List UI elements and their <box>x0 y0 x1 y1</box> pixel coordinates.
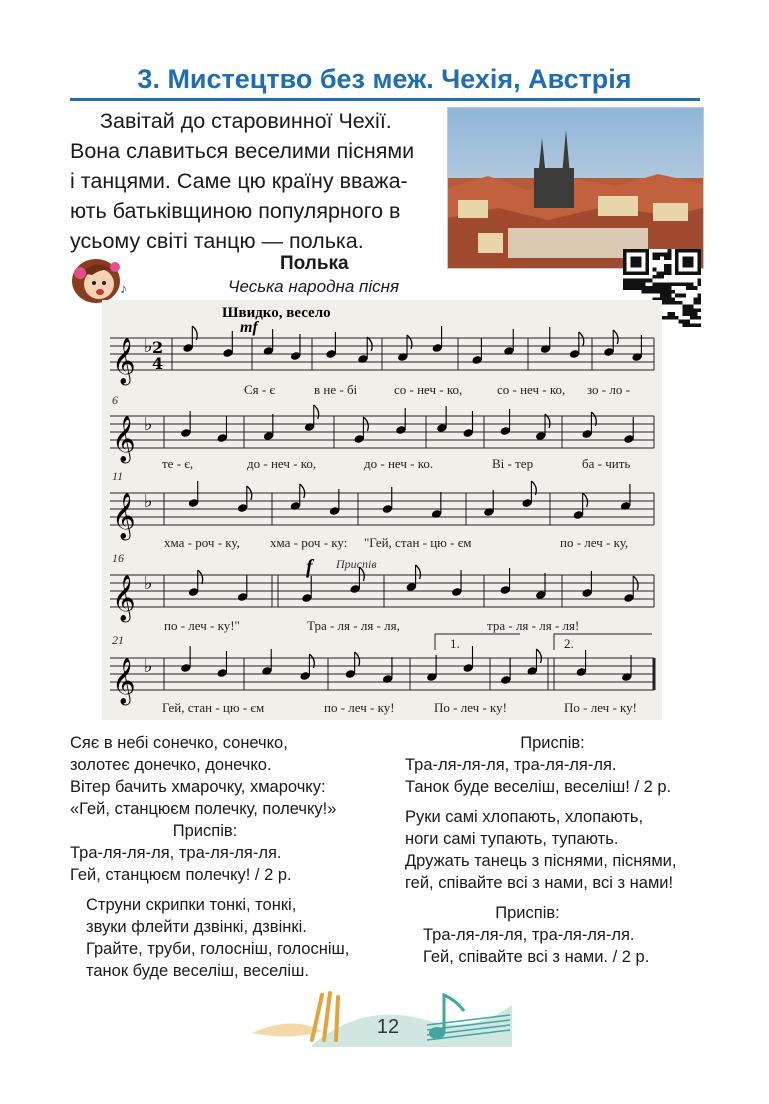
intro-line: і танцями. Саме цю країну вважа- <box>70 169 408 193</box>
svg-text:2: 2 <box>152 338 164 357</box>
verse-line: танок буде веселіш, веселіш. <box>86 962 309 980</box>
lyric-syllable: Тра - ля - ля - ля, <box>307 618 400 633</box>
lyric-syllable: те - є, <box>162 456 194 471</box>
song-subtitle: Чеська народна пісня <box>228 277 400 296</box>
intro-line: усьому світі танцю — полька. <box>70 229 364 253</box>
volta-1: 1. <box>450 636 460 651</box>
svg-text:♭: ♭ <box>144 491 153 512</box>
lyric-syllable: в не - бі <box>314 382 358 397</box>
verse-line: Тра-ля-ля-ля, тра-ля-ля-ля. <box>70 844 282 862</box>
lyric-syllable: до - неч - ко, <box>247 456 317 471</box>
verse-line: Сяє в небі сонечко, сонечко, <box>70 734 288 752</box>
lyric-syllable: по - леч - ку!" <box>164 618 240 633</box>
lyric-syllable: По - леч - ку! <box>434 700 507 715</box>
volta-brackets <box>435 634 652 651</box>
verse-line: Тра-ля-ля-ля, тра-ля-ля-ля. <box>405 756 617 774</box>
svg-text:𝄞: 𝄞 <box>112 575 136 621</box>
verse-line: ноги самі тупають, тупають. <box>405 830 619 848</box>
svg-text:𝄞: 𝄞 <box>112 416 136 462</box>
sheet-music <box>102 300 662 720</box>
intro-line: Завітай до старовинної Чехії. <box>100 109 392 133</box>
refrain-label: Приспів: <box>172 822 238 840</box>
verse-line: Танок буде веселіш, веселіш! / 2 р. <box>405 778 672 796</box>
verse-line: Вітер бачить хмарочку, хмарочку: <box>70 778 326 796</box>
intro-line: ють батьківщиною популярного в <box>70 199 401 223</box>
lyric-syllable: по - леч - ку, <box>560 535 629 550</box>
intro-paragraph <box>70 106 435 256</box>
bar-number: 6 <box>112 393 118 407</box>
lyric-syllable: "Гей, стан - цю - єм <box>364 535 472 550</box>
refrain-label: Приспів: <box>520 734 585 752</box>
refrain-mark: Приспів <box>336 557 377 571</box>
dynamic-mf: mf <box>240 319 258 336</box>
lyric-syllable: со - неч - ко, <box>497 382 566 397</box>
title-underline <box>70 98 700 101</box>
dynamic-f: f <box>306 556 313 578</box>
verse-left-column <box>70 732 390 982</box>
lyric-syllable: По - леч - ку! <box>564 700 637 715</box>
lyric-syllable: хма - роч - ку: <box>270 535 348 550</box>
bar-number: 21 <box>112 633 124 647</box>
verse-line: Гей, станцюєм полечку! / 2 р. <box>70 866 292 884</box>
lyric-syllable: со - неч - ко, <box>394 382 463 397</box>
lyric-syllable: тра - ля - ля - ля! <box>487 618 580 633</box>
song-title: Полька <box>280 253 349 274</box>
prague-photo <box>447 107 704 269</box>
verse-line: гей, співайте всі з нами, всі з нами! <box>405 874 674 892</box>
verse-line: звуки флейти дзвінкі, дзвінкі. <box>86 918 307 936</box>
svg-text:♭: ♭ <box>144 656 153 677</box>
verse-line: Грайте, труби, голосніш, голосніш, <box>86 940 350 958</box>
lyric-syllable: по - леч - ку! <box>324 700 395 715</box>
lyric-syllable: зо - ло - <box>587 382 630 397</box>
lyric-syllable: до - неч - ко. <box>364 456 434 471</box>
lyric-syllable: Ся - є <box>244 382 276 397</box>
page-number: 12 <box>376 1016 400 1038</box>
verse-line: золотеє донечко, донечко. <box>70 756 272 774</box>
volta-2: 2. <box>564 636 574 651</box>
svg-text:𝄞: 𝄞 <box>112 338 136 384</box>
svg-text:♭: ♭ <box>144 336 153 357</box>
page-title: 3. Мистецтво без меж. Чехія, Австрія <box>137 64 632 94</box>
lyric-syllable: ба - чить <box>582 456 631 471</box>
verse-line: Тра-ля-ля-ля, тра-ля-ля-ля. <box>423 926 635 944</box>
svg-text:𝄞: 𝄞 <box>112 658 136 704</box>
intro-line: Вона славиться веселими піснями <box>70 139 415 163</box>
refrain-label: Приспів: <box>495 904 560 922</box>
verse-right-column <box>405 732 705 968</box>
svg-text:𝄞: 𝄞 <box>112 493 136 539</box>
verse-line: «Гей, станцюєм полечку, полечку!» <box>70 800 337 818</box>
tempo-marking: Швидко, весело <box>222 305 331 321</box>
bar-number: 16 <box>112 551 124 565</box>
svg-text:♭: ♭ <box>144 414 153 435</box>
svg-text:4: 4 <box>152 354 164 373</box>
verse-line: Дружать танець з піснями, піснями, <box>405 852 677 870</box>
verse-line: Гей, співайте всі з нами. / 2 р. <box>423 948 650 966</box>
lyric-syllable: Ві - тер <box>492 456 534 471</box>
svg-text:♪: ♪ <box>120 280 127 296</box>
lyric-syllable: Гей, стан - цю - єм <box>162 700 265 715</box>
verse-line: Руки самі хлопають, хлопають, <box>405 808 644 826</box>
lyric-syllable: хма - роч - ку, <box>164 535 240 550</box>
bar-number: 11 <box>112 469 124 483</box>
svg-text:♭: ♭ <box>144 573 153 594</box>
verse-line: Струни скрипки тонкі, тонкі, <box>86 896 297 914</box>
